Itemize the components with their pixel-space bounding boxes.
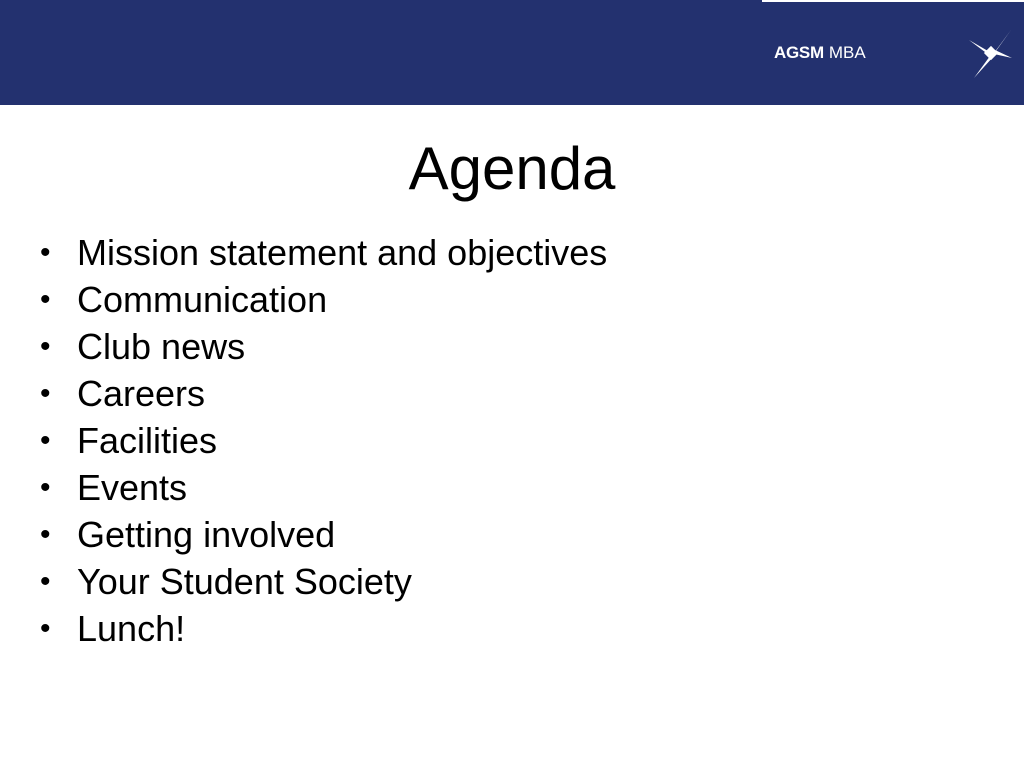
list-item-text: Careers — [77, 373, 206, 414]
list-item — [38, 229, 607, 276]
brand-primary: AGSM — [774, 43, 824, 62]
list-item-text: Getting involved — [77, 514, 336, 555]
bullet-icon: • — [40, 612, 51, 645]
bullet-icon: • — [40, 471, 51, 504]
slide-title: Agenda — [408, 135, 616, 202]
list-item — [38, 605, 607, 652]
bullet-icon: • — [40, 283, 51, 316]
bullet-icon: • — [40, 424, 51, 457]
bullet-icon: • — [40, 518, 51, 551]
list-item — [38, 417, 607, 464]
list-item — [38, 558, 607, 605]
list-item-text: Lunch! — [77, 608, 186, 649]
list-item-text: Your Student Society — [77, 561, 412, 602]
list-item — [38, 464, 607, 511]
bullet-icon: • — [40, 565, 51, 598]
header-band — [0, 0, 1024, 105]
list-item-text: Communication — [77, 279, 328, 320]
bullet-icon: • — [40, 377, 51, 410]
bullet-icon: • — [40, 236, 51, 269]
list-item — [38, 370, 607, 417]
brand-logo-text — [774, 43, 866, 63]
list-item-text: Club news — [77, 326, 246, 367]
bullet-icon: • — [40, 330, 51, 363]
list-item — [38, 276, 607, 323]
list-item-text: Facilities — [77, 420, 218, 461]
agenda-list — [38, 229, 607, 652]
brand-secondary: MBA — [828, 43, 866, 62]
list-item — [38, 323, 607, 370]
list-item-text: Events — [77, 467, 188, 508]
list-item-text: Mission statement and objectives — [77, 232, 608, 273]
header-divider — [762, 0, 1024, 2]
star-logo-icon — [966, 26, 1016, 80]
list-item — [38, 511, 607, 558]
